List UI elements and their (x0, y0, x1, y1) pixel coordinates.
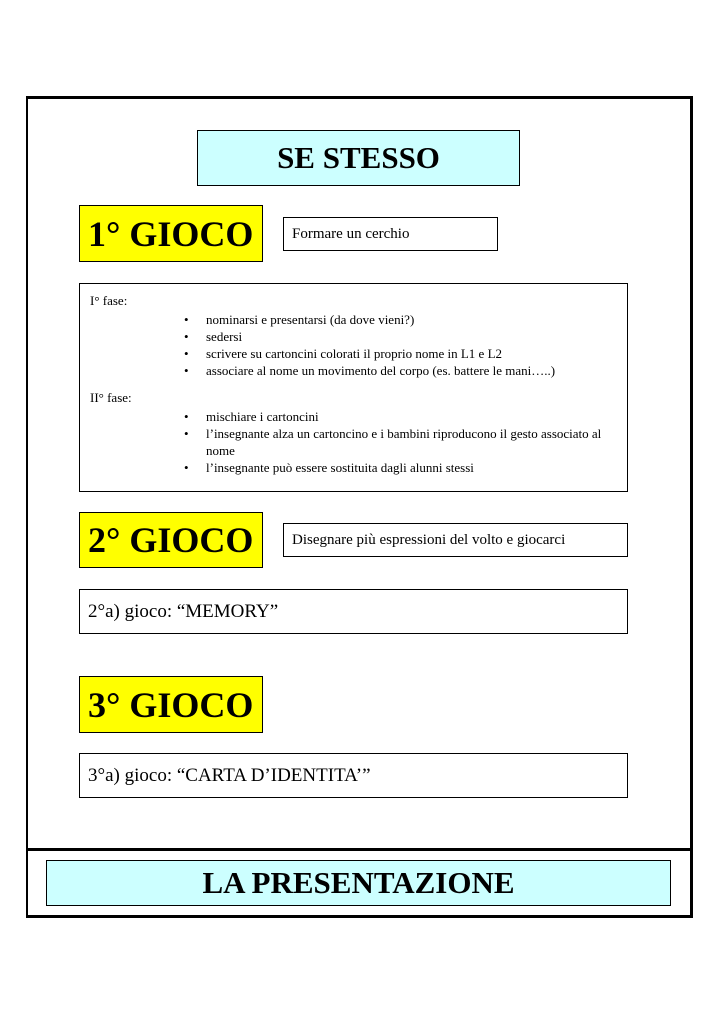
phase-2-list (90, 408, 617, 476)
list-item: • sedersi (90, 328, 617, 345)
page-title: SE STESSO (197, 130, 520, 186)
list-item: • mischiare i cartoncini (90, 408, 617, 425)
list-item: • l’insegnante alza un cartoncino e i bambini riproducono il gesto associato al nome (90, 425, 617, 459)
game-2-sub: 2°a) gioco: “MEMORY” (79, 589, 628, 634)
footer-title: LA PRESENTAZIONE (46, 860, 671, 906)
list-item: • l’insegnante può essere sostituita dagli alunni stessi (90, 459, 617, 476)
game-1-note: Formare un cerchio (283, 217, 498, 251)
list-item: • nominarsi e presentarsi (da dove vieni?) (90, 311, 617, 328)
game-1-label: 1° GIOCO (79, 205, 263, 262)
game-3-label: 3° GIOCO (79, 676, 263, 733)
game-3-sub: 3°a) gioco: “CARTA D’IDENTITA’” (79, 753, 628, 798)
game-2-label: 2° GIOCO (79, 512, 263, 568)
list-item: • associare al nome un movimento del corpo (es. battere le mani…..) (90, 362, 617, 379)
list-item: • scrivere su cartoncini colorati il proprio nome in L1 e L2 (90, 345, 617, 362)
phase-2-label: II° fase: (90, 390, 132, 405)
phase-1-list (90, 311, 617, 379)
phase-1-label: I° fase: (90, 293, 128, 308)
game-2-note: Disegnare più espressioni del volto e giocarci (283, 523, 628, 557)
game-1-phases (79, 283, 628, 492)
